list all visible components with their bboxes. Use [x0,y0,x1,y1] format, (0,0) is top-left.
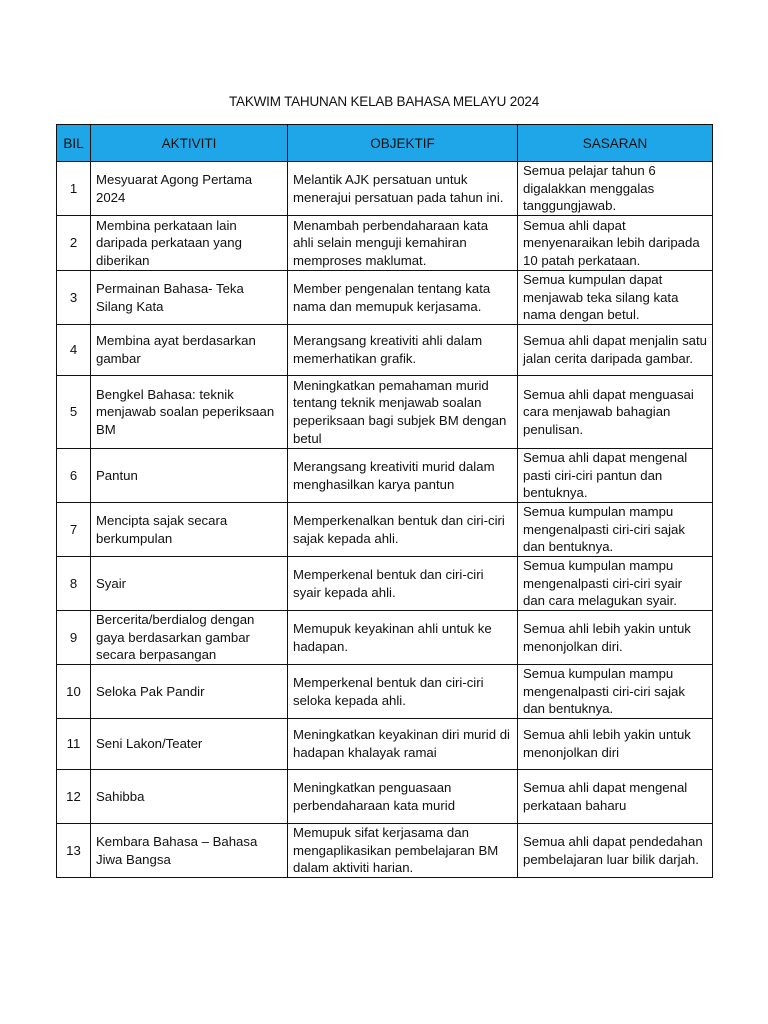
cell-sasaran: Semua kumpulan mampu mengenalpasti ciri-ciri sajak dan bentuknya. [518,665,713,719]
activity-table [56,124,713,878]
cell-aktiviti: Bengkel Bahasa: teknik menjawab soalan peperiksaan BM [91,376,288,449]
cell-aktiviti: Kembara Bahasa – Bahasa Jiwa Bangsa [91,824,288,878]
cell-sasaran: Semua ahli dapat menguasai cara menjawab bahagian penulisan. [518,376,713,449]
cell-objektif: Meningkatkan keyakinan diri murid di hadapan khalayak ramai [288,719,518,770]
cell-objektif: Memperkenal bentuk dan ciri-ciri seloka kepada ahli. [288,665,518,719]
cell-sasaran: Semua kumpulan dapat menjawab teka silang kata nama dengan betul. [518,271,713,325]
document-title: TAKWIM TAHUNAN KELAB BAHASA MELAYU 2024 [228,94,540,109]
cell-bil: 2 [57,216,91,271]
cell-aktiviti: Membina ayat berdasarkan gambar [91,325,288,376]
cell-bil: 3 [57,271,91,325]
cell-aktiviti: Seloka Pak Pandir [91,665,288,719]
table-row [57,216,713,271]
table-row [57,557,713,611]
cell-sasaran: Semua ahli dapat menjalin satu jalan cerita daripada gambar. [518,325,713,376]
cell-sasaran: Semua ahli lebih yakin untuk menonjolkan diri [518,719,713,770]
table-row [57,325,713,376]
cell-objektif: Merangsang kreativiti ahli dalam memerhatikan grafik. [288,325,518,376]
table-row [57,503,713,557]
header-aktiviti: AKTIVITI [91,125,288,162]
cell-objektif: Meningkatkan pemahaman murid tentang teknik menjawab soalan peperiksaan bagi subjek BM dengan betul [288,376,518,449]
cell-objektif: Merangsang kreativiti murid dalam menghasilkan karya pantun [288,449,518,503]
cell-aktiviti: Pantun [91,449,288,503]
cell-bil: 1 [57,162,91,216]
cell-objektif: Member pengenalan tentang kata nama dan memupuk kerjasama. [288,271,518,325]
cell-sasaran: Semua pelajar tahun 6 digalakkan menggalas tanggungjawab. [518,162,713,216]
cell-aktiviti: Mencipta sajak secara berkumpulan [91,503,288,557]
cell-bil: 11 [57,719,91,770]
cell-bil: 10 [57,665,91,719]
header-bil: BIL [57,125,91,162]
table-header-row [57,125,713,162]
cell-aktiviti: Sahibba [91,770,288,824]
cell-bil: 6 [57,449,91,503]
cell-sasaran: Semua kumpulan mampu mengenalpasti ciri-ciri syair dan cara melagukan syair. [518,557,713,611]
cell-aktiviti: Bercerita/berdialog dengan gaya berdasarkan gambar secara berpasangan [91,611,288,665]
cell-sasaran: Semua kumpulan mampu mengenalpasti ciri-ciri sajak dan bentuknya. [518,503,713,557]
cell-bil: 4 [57,325,91,376]
cell-objektif: Melantik AJK persatuan untuk menerajui persatuan pada tahun ini. [288,162,518,216]
header-sasaran: SASARAN [518,125,713,162]
cell-bil: 13 [57,824,91,878]
table-row [57,376,713,449]
cell-bil: 8 [57,557,91,611]
table-row [57,824,713,878]
header-objektif: OBJEKTIF [288,125,518,162]
cell-bil: 7 [57,503,91,557]
cell-sasaran: Semua ahli dapat mengenal perkataan baharu [518,770,713,824]
cell-sasaran: Semua ahli dapat mengenal pasti ciri-ciri pantun dan bentuknya. [518,449,713,503]
cell-objektif: Memperkenal bentuk dan ciri-ciri syair kepada ahli. [288,557,518,611]
cell-sasaran: Semua ahli dapat menyenaraikan lebih daripada 10 patah perkataan. [518,216,713,271]
cell-objektif: Meningkatkan penguasaan perbendaharaan kata murid [288,770,518,824]
table-row [57,611,713,665]
cell-objektif: Memperkenalkan bentuk dan ciri-ciri sajak kepada ahli. [288,503,518,557]
cell-bil: 9 [57,611,91,665]
table-row [57,162,713,216]
cell-sasaran: Semua ahli lebih yakin untuk menonjolkan diri. [518,611,713,665]
cell-bil: 5 [57,376,91,449]
table-row [57,719,713,770]
table-row [57,665,713,719]
cell-objektif: Menambah perbendaharaan kata ahli selain menguji kemahiran memproses maklumat. [288,216,518,271]
cell-objektif: Memupuk keyakinan ahli untuk ke hadapan. [288,611,518,665]
cell-aktiviti: Syair [91,557,288,611]
cell-aktiviti: Membina perkataan lain daripada perkataan yang diberikan [91,216,288,271]
cell-aktiviti: Permainan Bahasa- Teka Silang Kata [91,271,288,325]
cell-aktiviti: Seni Lakon/Teater [91,719,288,770]
table-row [57,770,713,824]
table-row [57,449,713,503]
table-row [57,271,713,325]
cell-aktiviti: Mesyuarat Agong Pertama 2024 [91,162,288,216]
cell-objektif: Memupuk sifat kerjasama dan mengaplikasikan pembelajaran BM dalam aktiviti harian. [288,824,518,878]
cell-sasaran: Semua ahli dapat pendedahan pembelajaran luar bilik darjah. [518,824,713,878]
cell-bil: 12 [57,770,91,824]
